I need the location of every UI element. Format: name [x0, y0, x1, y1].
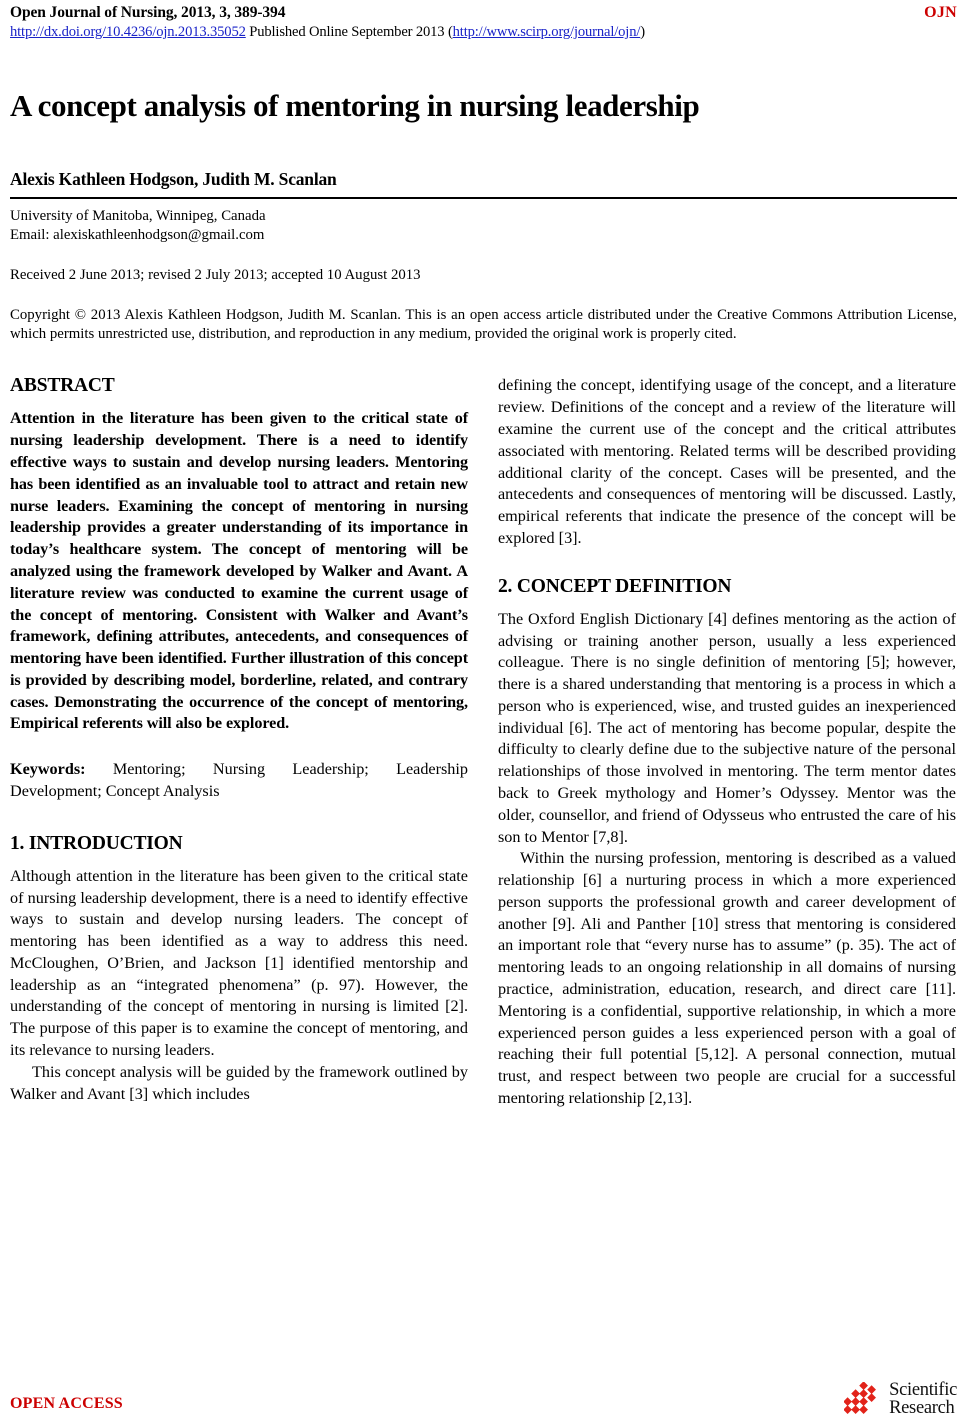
doi-link[interactable]: http://dx.doi.org/10.4236/ojn.2013.35052 — [10, 24, 246, 40]
intro-paragraph-1: Although attention in the literature has been given to the critical state of nursing leadership development, there is a need to identify effective ways to sustain and develop nursing leaders. The concept of mentoring has been identified as a way to address this need. McCloughen, O’Brien, and Jackson [1] identified mentorship and leadership as an “integrated phenomena” (p. 97). However, the understanding of the concept of mentoring in nursing is limited [2]. The purpose of this paper is to examine the concept of mentoring, and its relevance to nursing leaders. — [10, 866, 468, 1059]
page-title: A concept analysis of mentoring in nursing leadership — [10, 88, 700, 123]
journal-citation: Open Journal of Nursing, 2013, 3, 389-394 — [10, 4, 286, 21]
column-right — [498, 375, 956, 1109]
body-columns — [10, 375, 957, 1109]
publisher-name — [889, 1381, 957, 1417]
running-head — [10, 0, 957, 22]
journal-homepage-link[interactable]: http://www.scirp.org/journal/ojn/ — [452, 24, 641, 40]
section-heading-concept-definition: 2. CONCEPT DEFINITION — [498, 575, 732, 597]
publisher-name-line-1: Scientific — [889, 1379, 957, 1400]
open-access-badge: OPEN ACCESS — [10, 1395, 123, 1412]
concept-definition-paragraph-1: The Oxford English Dictionary [4] defines mentoring as the action of advising or training another person, usually a less experienced colleague. There is no single definition of mentoring [5]; however, there is a shared understanding that mentoring is a process in which a person who is experienced, wise, and trusted guides an inexperienced individual [6]. The act of mentoring has become popular, despite the difficulty to clearly define due to the subjective nature of the personal relationships of those involved in mentoring. The term mentor dates back to Greek mythology and Homer’s Odyssey. Mentor was the older, counsellor, and friend of Odysseus who entrusted the care of his son to Mentor [7,8]. — [498, 609, 956, 846]
abstract-text: Attention in the literature has been given to the critical state of nursing leadership development. There is a need to identify effective ways to sustain and develop nursing leaders. Mentoring has been identified as an invaluable tool to attract and retain new nurse leaders. Examining the concept of mentoring in nursing leadership provides a greater understanding of its importance in today’s healthcare system. The concept of mentoring will be analyzed using the framework developed by Walker and Avant. A literature review was conducted to examine the current usage of the concept of mentoring. Consistent with Walker and Avant’s framework, defining attributes, antecedents, and consequences of mentoring have been identified. Further illustration of this concept is provided by describing model, borderline, related, and contrary cases. Demonstrating the occurrence of the concept of mentoring, Empirical referents will also be explored. — [10, 409, 468, 733]
intro-paragraph-2-continued: defining the concept, identifying usage of the concept, and a literature review. Definitions of the concept and a review of the literature will examine the current use of the concept and the critical attributes associated with mentoring. Related terms will be described providing additional clarity of the concept. Cases will be presented, and the antecedents and consequences of mentoring will be discussed. Lastly, empirical referents that indicate the presence of the concept will be explored [3]. — [498, 376, 956, 547]
keywords-label: Keywords: — [10, 760, 86, 779]
header-divider — [10, 197, 957, 199]
affiliation-email: Email: alexiskathleenhodgson@gmail.com — [10, 226, 265, 243]
doi-line — [10, 24, 957, 41]
section-heading-introduction: 1. INTRODUCTION — [10, 832, 183, 854]
publisher-logo — [844, 1381, 957, 1417]
author-list: Alexis Kathleen Hodgson, Judith M. Scanlan — [10, 168, 337, 189]
publisher-name-line-2: Research — [889, 1397, 955, 1418]
intro-paragraph-2-start: This concept analysis will be guided by the framework outlined by Walker and Avant [3] which includes — [10, 1062, 468, 1103]
affiliation — [10, 207, 957, 245]
page-footer — [10, 1381, 957, 1417]
abstract-heading: ABSTRACT — [10, 375, 115, 397]
received-dates: Received 2 June 2013; revised 2 July 2013; accepted 10 August 2013 — [10, 266, 421, 283]
column-left — [10, 375, 468, 1109]
affiliation-institution: University of Manitoba, Winnipeg, Canada — [10, 207, 266, 224]
copyright-notice: Copyright © 2013 Alexis Kathleen Hodgson, Judith M. Scanlan. This is an open access article distributed under the Creative Commons Attribution License, which permits unrestricted use, distribution, and reproduction in any medium, provided the original work is properly cited. — [10, 306, 957, 342]
published-online-text: Published Online September 2013 ( — [245, 24, 453, 40]
keywords-values: Mentoring; Nursing Leadership; Leadership Development; Concept Analysis — [10, 760, 468, 800]
closing-paren: ) — [640, 24, 645, 40]
keywords-line — [10, 759, 468, 803]
journal-abbreviation: OJN — [924, 4, 957, 21]
concept-definition-paragraph-2: Within the nursing profession, mentoring is described as a valued relationship [6] a nurturing process in which a more experienced person supports the professional growth and career development of another [9]. Ali and Panther [10] stress that mentoring is considered an important role that “every nurse has to assume” (p. 35). The act of mentoring leads to an ongoing relationship in all domains of nursing practice, administration, education, research, and direct care [11]. Mentoring is a confidential, supportive relationship, in which a more experienced person guides a less experienced person with a goal of reaching their full potential [5,12]. A personal connection, mutual trust, and respect between two people are crucial for a successful mentoring relationship [2,13]. — [498, 849, 956, 1107]
scirp-diamond-icon — [844, 1382, 884, 1416]
